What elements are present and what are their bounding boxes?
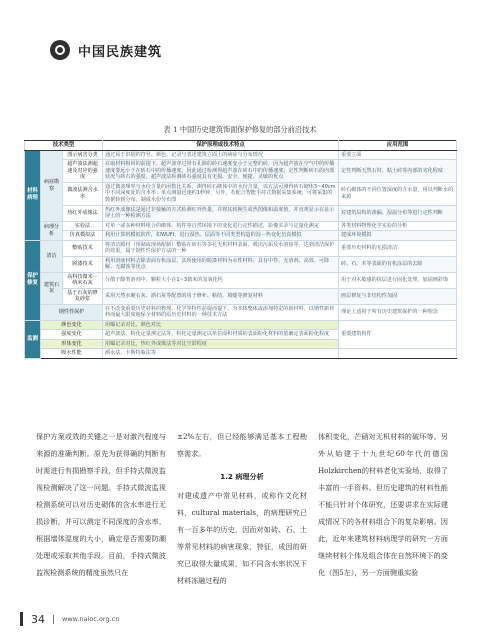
subcategory-survey: 病症勘察 xyxy=(41,150,63,221)
method-name: 实验法 xyxy=(63,221,103,231)
paragraph: 对建成遗产中常见材料，或称作文化材料，cultural materials，的病理研究已有一百多年的历史，因而对如砖、石、土等常见材料的病害现象，特征，成因的研究已取得大量成果，如不同含水率状况下材料冻融过程的 xyxy=(177,491,307,585)
category-conservation-repair: 保护修复 xyxy=(25,240,41,320)
method-description: 热红外成像法是通过非接触的方式检测红外热量，并将其转换生成热图像和温度值，并直观显示在显示屏上的一种检测方法 xyxy=(103,205,339,221)
method-description: 将清洁膜材（预制或现场配制）敷贴在砖石等多孔无机材料表面，吸出污垢及水溶盐等，达到清洁保护的效果，属于钢性性保护方法的一种 xyxy=(103,240,339,256)
header-application: 应用范围 xyxy=(339,141,457,151)
footer-website-link[interactable]: www.naioc.org.cn xyxy=(62,615,120,623)
method-name: 吸水性能 xyxy=(41,349,103,359)
method-application: 对建筑局构的渗漏、湿温分布等进行定性判断 xyxy=(339,205,457,221)
method-name: 图示病害分类 xyxy=(63,150,103,160)
table-caption: 表 1 中国历史建筑饰面保护修复的部分前沿技术 xyxy=(163,125,317,134)
subcategory-pathology-analysis: 病理分析 xyxy=(41,221,63,240)
masthead xyxy=(50,40,162,60)
method-application: 建成环境模拟 xyxy=(339,231,457,241)
method-description: 通过微波频率与水份含量的函数比关系，测得砖石砌体中的水份含量，该方法可测得砖石砌体3~40cm中不同深度处的含水率；单点测量迅速约1秒钟，另外，若配合智能手持式数据采集系统，可将采集的数据转到分布，制成水份分布图 xyxy=(103,182,339,205)
header-tech-type: 技术类型 xyxy=(25,141,103,151)
method-name: 强度变化 xyxy=(41,330,103,340)
method-description: 在不改变重要历史材料的物理、化学等特性前提而提下，为本体整体或添加特定的新材料，以钢性新材料而最大限度地保全材料的原历史材料的一种技术方法 xyxy=(103,304,339,320)
method-name: 脱漆技术 xyxy=(63,256,103,272)
footer-divider xyxy=(53,615,54,624)
method-name: 高科技微米－纳米石灰 xyxy=(63,272,103,288)
method-name: 微波法测含水率 xyxy=(63,182,103,205)
method-application: 理论上适用于所有历史建筑保护的一种理念 xyxy=(339,304,457,320)
method-description: 洒水法，卡斯特瓶法等 xyxy=(103,349,339,359)
method-application: 用于对木敏感的抹层进行固化处理，加固画彩饰 xyxy=(339,272,457,288)
category-monitoring: 监测 xyxy=(25,320,41,358)
method-application: 定性判断天然石材、粘土砖等内部的劣化程度 xyxy=(339,160,457,183)
method-name: 颜色变化 xyxy=(41,320,103,330)
method-name: 仿真模拟法 xyxy=(63,231,103,241)
method-description: 超声波法，粉化定量测定法等，粉化定量测定以单位面积材质的表面粉化材料的量确定表面粉化程度 xyxy=(103,330,339,340)
method-name: 基于石灰的修复砂浆 xyxy=(63,288,103,304)
page-number: 34 xyxy=(31,612,45,626)
category-material-pathology: 材料病理 xyxy=(25,150,41,240)
method-description: 采用天然水硬石灰、洒石灰等配置的用于修补、粘结、填缝等修复材料 xyxy=(103,288,339,304)
method-application-empty xyxy=(339,349,457,359)
method-application: 各类材料物理化学实验的分析 xyxy=(339,221,457,231)
method-description: 通过易于识别的符号、颜色，记录与表述建筑立面上的病症与分布情况 xyxy=(103,150,339,160)
text-column-2 xyxy=(177,428,307,589)
method-description: 在取材料相同的前提下，超声波穿过带有孔隙的砖石速度变小于完整的砖，因为超声波在空气中的传播速度要远小于在砖石中的传播速度，因此通过检测得超声波在砖石中的传播速度，定性判断砖石的内部状况与砖石的强度。超声波法检测砖石强度具有无损、安全、便捷、灵敏的优点 xyxy=(103,160,339,183)
body-text xyxy=(36,428,448,589)
method-name: 热红外成像法 xyxy=(63,205,103,221)
method-description: 用曝记录对比，颜色对比 xyxy=(103,320,339,330)
method-application: 重要建筑构件 xyxy=(339,320,457,349)
footer-bar-mark xyxy=(20,612,23,626)
method-description: 利用计算机模拟软件，如WUFI，进行湿热、层面等不同类型构造的湿－热变化仿真模拟 xyxy=(103,231,339,241)
method-description: 用曝记录对比，热红外成像法等对比空鼓程度 xyxy=(103,339,339,349)
subcategory-building-lime: 建筑石灰 xyxy=(41,272,63,304)
technique-table xyxy=(24,140,456,359)
subcategory-cleaning: 清洁 xyxy=(41,240,63,272)
section-heading: 1.2 病理分析 xyxy=(220,472,264,481)
paragraph: 体积变化，芒硝对无机材料的破坏等。另外从始建于十九世纪60年代的德国Holzkirchen的材料老化实验场，取得了丰富的一手资料。但历史建筑的材料性能不能只针对个体研究，还要讲求在实际建成情况下的各材料组合下的复杂影响。因此，近年来建筑材料病理学的研究一方面继续材料个体及组合体在自然环境下的变化（图5左），另一方面侧重实验 xyxy=(318,432,448,577)
text-column-3 xyxy=(318,428,448,589)
publication-logo-icon xyxy=(50,40,70,60)
method-application: 砖石砌体的不同位置深度的含水量，用以判断水的来源 xyxy=(339,182,457,205)
method-application: 砖、石、木等表面的有机涂层的去除 xyxy=(339,256,457,272)
method-name: 形体变化 xyxy=(41,339,103,349)
method-application: 重要立面 xyxy=(339,150,457,160)
page-footer xyxy=(20,612,119,626)
subcategory-rigid-protection: 钢性性保护 xyxy=(41,304,103,320)
method-description: 利用溶液材料去除表面有机涂层，其所使用的脱漆材料为水性材料，具有中性、无溶剂、高效、可降解、无腐蚀等优点 xyxy=(103,256,339,272)
header-principle: 保护原理或技术特点 xyxy=(103,141,339,151)
paragraph: ±2%左右，但已经能够满足基本工程勘察需求。 xyxy=(177,432,307,458)
text-column-1 xyxy=(36,428,166,589)
paragraph: 保护方案或效的关键之一是对激汽程度与来源的准确判断。原先为获得确的判断有时需进行有损勘察手段，但手持式微波监视检测解决了这一问题。手持式微波监视检测系统可以对历史砌体的含水率进行无损诊断，并可以测定不同深度的含水率，根据墙体湿度的大小，确定是否需要防潮处理或采取其他手段。目前，手持式微波监视检测系统的精度虽然只在 xyxy=(36,432,166,577)
method-application: 画层修复与非结构性加固 xyxy=(339,288,457,304)
method-name: 超声波法测超速及对应的强度 xyxy=(63,160,103,183)
publication-name: 中国民族建筑 xyxy=(78,44,163,60)
method-name: 敷贴技术 xyxy=(63,240,103,256)
method-description: 分散于醇类溶剂中，颗粒大小在1~3微米的氢氧化钙 xyxy=(103,272,339,288)
method-application: 重要历史材料的无损清洁 xyxy=(339,240,457,256)
method-description: 对单一或多种材料组合的砌体、构件等自然环境下的变化进行定性描述，影像实录与定量化测定 xyxy=(103,221,339,231)
